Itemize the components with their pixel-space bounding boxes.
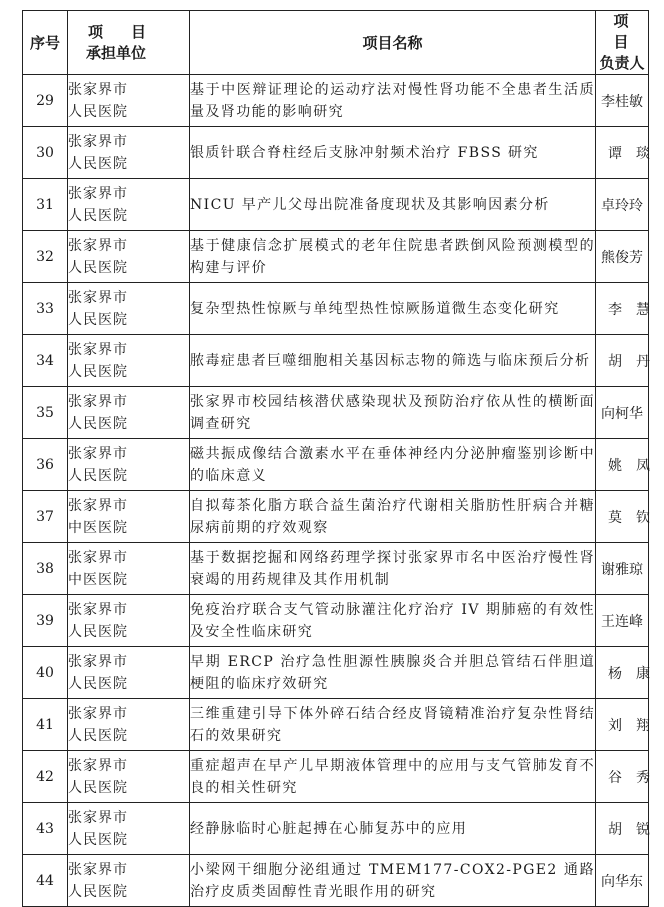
row-unit [68,283,190,335]
row-unit [68,439,190,491]
row-leader: 胡丹 [596,335,649,387]
row-unit-line1: 张家界市 [68,393,128,410]
row-project-name: 小梁网干细胞分泌组通过 TMEM177-COX2-PGE2 通路治疗皮质类固醇性青光眼作用的研究 [190,855,596,907]
row-unit-line2: 人民医院 [68,623,128,640]
header-leader-line1: 项目 [613,12,641,51]
row-project-name: 重症超声在早产儿早期液体管理中的应用与支气管肺发育不良的相关性研究 [190,751,596,803]
row-leader: 向华东 [596,855,649,907]
row-project-name: 磁共振成像结合激素水平在垂体神经内分泌肿瘤鉴别诊断中的临床意义 [190,439,596,491]
table-row [23,699,649,751]
row-number: 40 [23,647,68,699]
row-number: 37 [23,491,68,543]
table-row [23,751,649,803]
row-unit-line2: 人民医院 [68,779,128,796]
table-row [23,595,649,647]
row-leader: 刘翔 [596,699,649,751]
row-unit [68,699,190,751]
row-number: 30 [23,127,68,179]
row-number: 35 [23,387,68,439]
row-leader: 卓玲玲 [596,179,649,231]
row-leader: 胡锐 [596,803,649,855]
row-number: 32 [23,231,68,283]
table-row [23,855,649,907]
row-project-name: 复杂型热性惊厥与单纯型热性惊厥肠道微生态变化研究 [190,283,596,335]
row-project-name: 基于中医辩证理论的运动疗法对慢性肾功能不全患者生活质量及肾功能的影响研究 [190,75,596,127]
row-unit-line1: 张家界市 [68,445,128,462]
row-unit-line2: 人民医院 [68,883,128,900]
row-unit-line1: 张家界市 [68,549,128,566]
row-unit-line1: 张家界市 [68,133,128,150]
row-unit [68,387,190,439]
row-unit [68,803,190,855]
row-unit [68,751,190,803]
table-body [23,75,664,907]
table-row [23,231,649,283]
table-row [23,439,649,491]
row-unit-line1: 张家界市 [68,757,128,774]
row-unit-line1: 张家界市 [68,653,128,670]
table-row [23,283,649,335]
row-leader: 李慧 [596,283,649,335]
row-project-name: 张家界市校园结核潜伏感染现状及预防治疗依从性的横断面调查研究 [190,387,596,439]
row-project-name: NICU 早产儿父母出院准备度现状及其影响因素分析 [190,179,596,231]
row-number: 36 [23,439,68,491]
table-row [23,179,649,231]
row-unit-line1: 张家界市 [68,809,128,826]
row-unit-line2: 人民医院 [68,259,128,276]
row-unit-line2: 人民医院 [68,155,128,172]
row-unit [68,127,190,179]
projects-table [22,10,664,907]
row-project-name: 银质针联合脊柱经后支脉冲射频术治疗 FBSS 研究 [190,127,596,179]
row-leader: 王连峰 [596,595,649,647]
row-number: 31 [23,179,68,231]
row-unit-line1: 张家界市 [68,497,128,514]
row-unit-line2: 人民医院 [68,727,128,744]
row-unit [68,595,190,647]
header-unit-line2: 承担单位 [86,43,147,62]
row-unit-line1: 张家界市 [68,861,128,878]
row-unit-line2: 中医医院 [68,519,128,536]
row-unit-line1: 张家界市 [68,185,128,202]
row-leader: 杨康 [596,647,649,699]
table-row [23,335,649,387]
row-unit [68,543,190,595]
row-number: 33 [23,283,68,335]
row-number: 43 [23,803,68,855]
row-unit [68,75,190,127]
row-project-name: 早期 ERCP 治疗急性胆源性胰腺炎合并胆总管结石伴胆道梗阻的临床疗效研究 [190,647,596,699]
table-row [23,491,649,543]
row-number: 41 [23,699,68,751]
table-row [23,647,649,699]
row-unit-line2: 人民医院 [68,675,128,692]
header-leader [596,11,649,75]
row-number: 44 [23,855,68,907]
row-leader: 向柯华 [596,387,649,439]
row-project-name: 基于数据挖掘和网络药理学探讨张家界市名中医治疗慢性肾衰竭的用药规律及其作用机制 [190,543,596,595]
row-project-name: 免疫治疗联合支气管动脉灌注化疗治疗 IV 期肺癌的有效性及安全性临床研究 [190,595,596,647]
row-project-name: 基于健康信念扩展模式的老年住院患者跌倒风险预测模型的构建与评价 [190,231,596,283]
row-unit [68,231,190,283]
table-row [23,75,649,127]
row-unit [68,855,190,907]
row-project-name: 三维重建引导下体外碎石结合经皮肾镜精准治疗复杂性肾结石的效果研究 [190,699,596,751]
row-unit-line2: 人民医院 [68,311,128,328]
row-number: 39 [23,595,68,647]
row-number: 34 [23,335,68,387]
row-unit-line2: 人民医院 [68,415,128,432]
header-no: 序号 [23,11,68,75]
table-row [23,543,649,595]
row-leader: 莫钦 [596,491,649,543]
row-leader: 谷秀 [596,751,649,803]
row-number: 38 [23,543,68,595]
row-unit-line1: 张家界市 [68,289,128,306]
row-unit-line2: 人民医院 [68,831,128,848]
row-unit-line2: 人民医院 [68,103,128,120]
header-unit [68,11,190,75]
row-unit-line1: 张家界市 [68,81,128,98]
row-leader: 熊俊芳 [596,231,649,283]
row-unit-line2: 人民医院 [68,467,128,484]
row-unit [68,491,190,543]
row-unit [68,179,190,231]
row-unit-line1: 张家界市 [68,341,128,358]
row-leader: 谭琰 [596,127,649,179]
row-unit-line2: 中医医院 [68,571,128,588]
row-project-name: 经静脉临时心脏起搏在心肺复苏中的应用 [190,803,596,855]
row-unit [68,335,190,387]
table-row [23,387,649,439]
row-unit-line1: 张家界市 [68,705,128,722]
row-leader: 李桂敏 [596,75,649,127]
header-leader-line2: 负责人 [599,54,645,72]
table-row [23,803,649,855]
row-leader: 姚凤 [596,439,649,491]
row-leader: 谢雅琼 [596,543,649,595]
row-unit-line2: 人民医院 [68,363,128,380]
row-unit-line2: 人民医院 [68,207,128,224]
row-number: 29 [23,75,68,127]
header-row [23,11,649,75]
row-unit-line1: 张家界市 [68,601,128,618]
row-unit [68,647,190,699]
row-unit-line1: 张家界市 [68,237,128,254]
table-row [23,127,649,179]
row-project-name: 脓毒症患者巨噬细胞相关基因标志物的筛选与临床预后分析 [190,335,596,387]
row-number: 42 [23,751,68,803]
header-unit-line1: 项目 [88,22,175,41]
row-project-name: 自拟莓茶化脂方联合益生菌治疗代谢相关脂肪性肝病合并糖尿病前期的疗效观察 [190,491,596,543]
header-name: 项目名称 [190,11,596,75]
